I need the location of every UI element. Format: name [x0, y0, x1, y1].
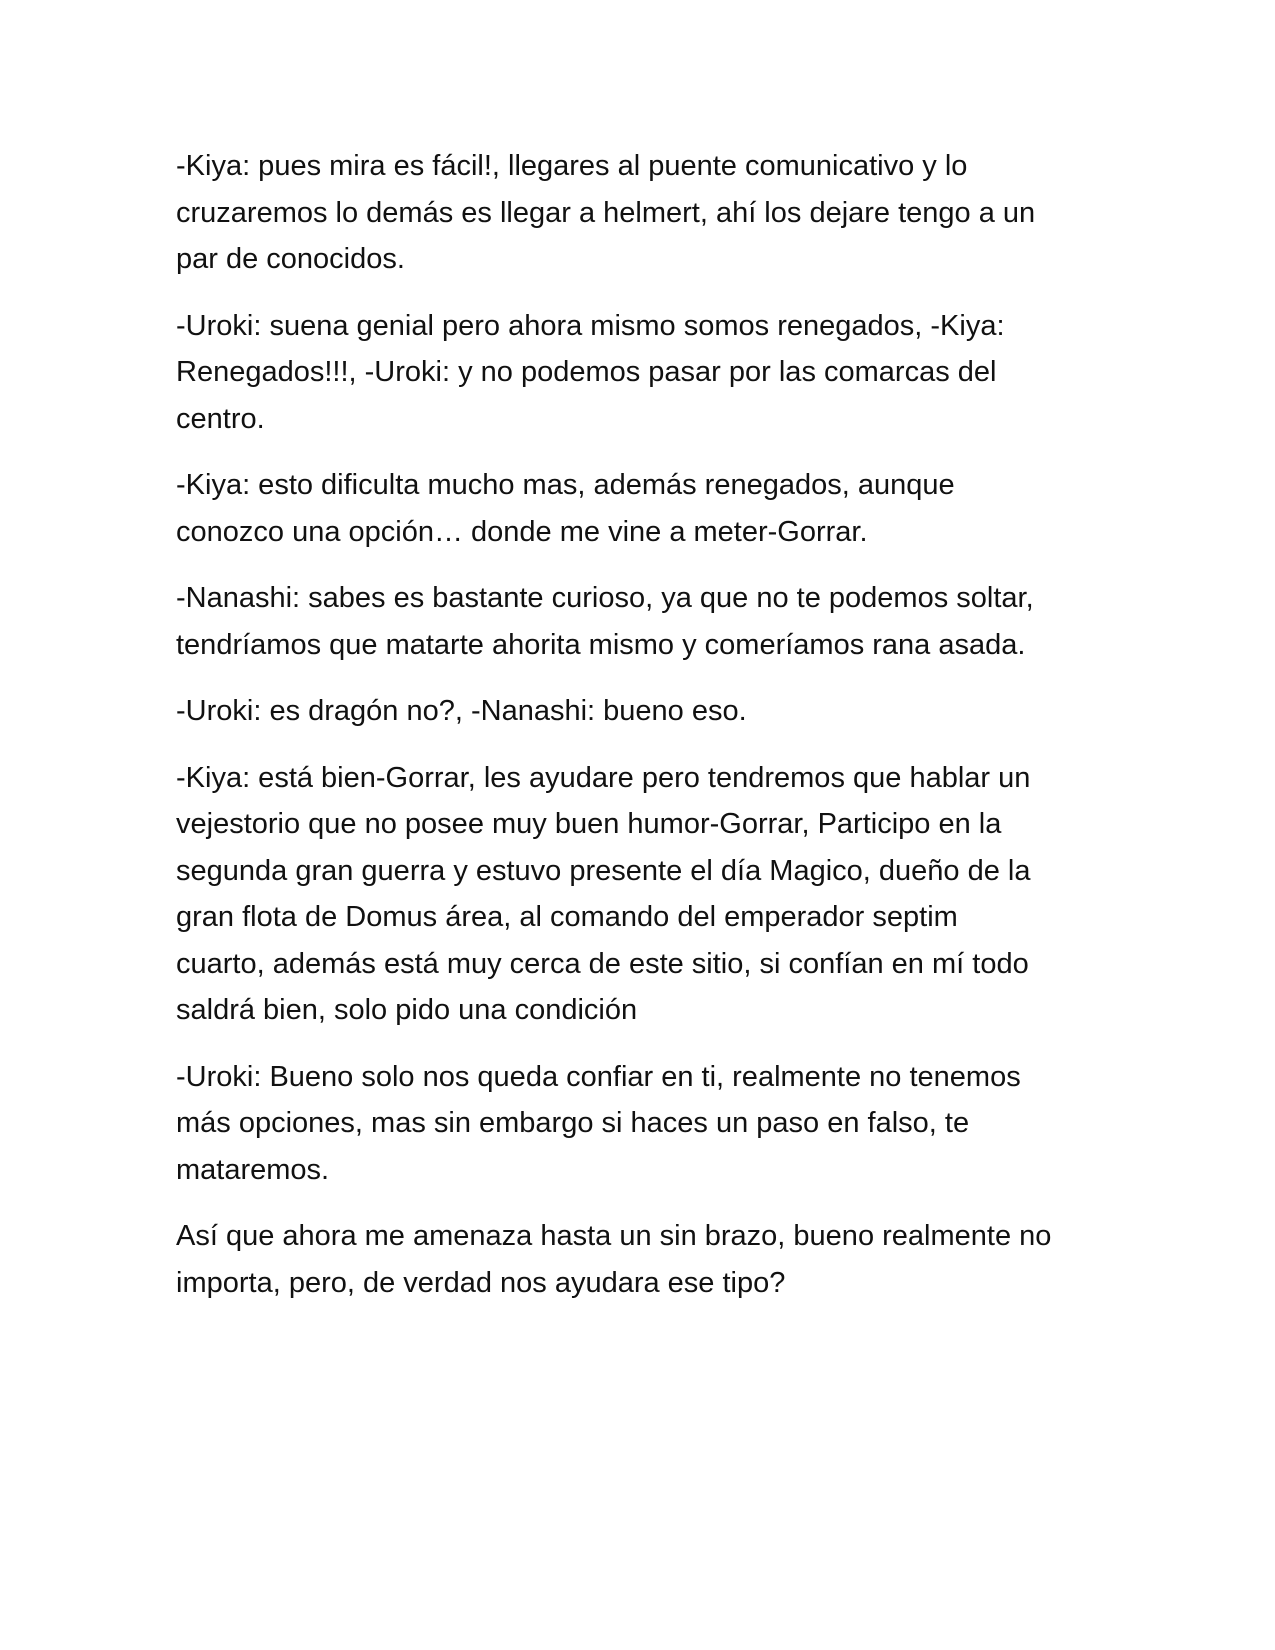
text-line: -Kiya: está bien-Gorrar, les ayudare pero tendremos que hablar un	[176, 761, 1031, 794]
text-line: importa, pero, de verdad nos ayudara ese tipo?	[176, 1266, 786, 1299]
text-line: gran flota de Domus área, al comando del emperador septim	[176, 901, 958, 933]
paragraph-4	[176, 575, 1096, 668]
paragraph-7	[176, 1054, 1096, 1194]
text-line: -Uroki: es dragón no?, -Nanashi: bueno eso.	[176, 695, 747, 727]
text-line: -Nanashi: sabes es bastante curioso, ya que no te podemos soltar,	[176, 582, 1034, 614]
text-line: -Kiya: pues mira es fácil!, llegares al puente comunicativo y lo	[176, 150, 968, 182]
text-line: mataremos.	[176, 1153, 330, 1186]
text-line: cuarto, además está muy cerca de este sitio, si confían en mí todo	[176, 947, 1029, 980]
text-line: saldrá bien, solo pido una condición	[176, 994, 638, 1026]
paragraph-1	[176, 143, 1096, 283]
text-line: -Kiya: esto dificulta mucho mas, además renegados, aunque	[176, 469, 955, 501]
text-line: tendríamos que matarte ahorita mismo y comeríamos rana asada.	[176, 628, 1026, 661]
text-line: -Uroki: suena genial pero ahora mismo somos renegados, -Kiya:	[176, 309, 1005, 342]
text-line: segunda gran guerra y estuvo presente el día Magico, dueño de la	[176, 854, 1031, 887]
paragraph-3	[176, 462, 1096, 555]
text-line: Renegados!!!, -Uroki: y no podemos pasar por las comarcas del	[176, 356, 997, 388]
paragraph-5	[176, 688, 1096, 735]
text-line: Así que ahora me amenaza hasta un sin brazo, bueno realmente no	[176, 1220, 1052, 1252]
document-page	[176, 143, 1096, 1326]
paragraph-6	[176, 755, 1096, 1034]
text-line: conozco una opción… donde me vine a meter-Gorrar.	[176, 515, 868, 548]
paragraph-8	[176, 1213, 1096, 1306]
text-line: cruzaremos lo demás es llegar a helmert, ahí los dejare tengo a un	[176, 196, 1036, 229]
text-line: -Uroki: Bueno solo nos queda confiar en ti, realmente no tenemos	[176, 1060, 1021, 1093]
text-line: vejestorio que no posee muy buen humor-Gorrar, Participo en la	[176, 808, 1002, 840]
paragraph-2	[176, 303, 1096, 443]
text-line: centro.	[176, 402, 265, 435]
text-line: más opciones, mas sin embargo si haces un paso en falso, te	[176, 1107, 970, 1139]
text-line: par de conocidos.	[176, 243, 405, 275]
